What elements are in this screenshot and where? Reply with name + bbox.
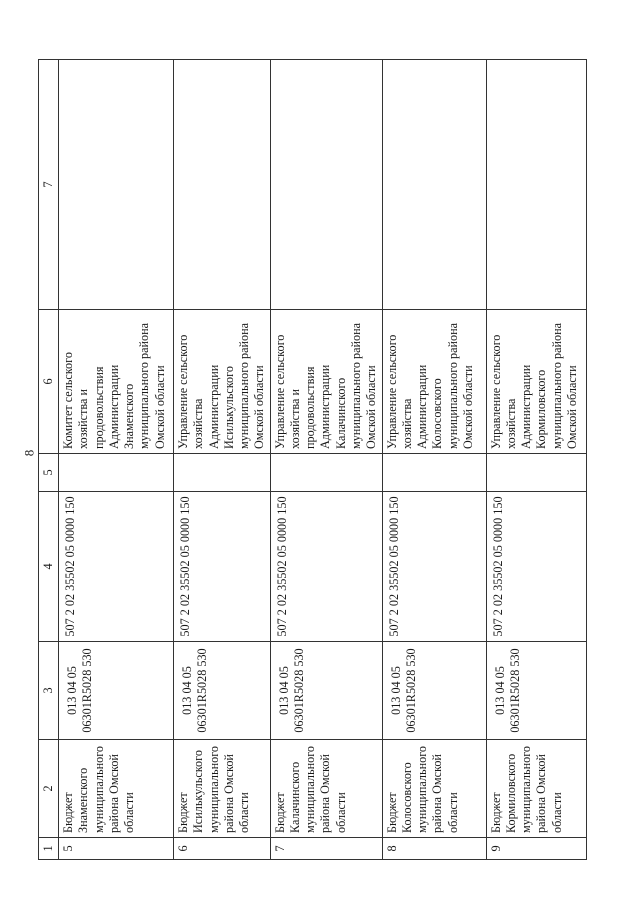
row-number: 7: [270, 838, 382, 860]
organization-name: Управление сельского хозяйства и продовольствия Администрации Калачинского муниципального района Омской области: [270, 310, 382, 454]
row-number: 6: [174, 838, 271, 860]
revenue-code: 507 2 02 35502 05 0000 150: [174, 492, 271, 642]
budget-name: Бюджет Кормиловского муниципального района Омской области: [486, 740, 586, 838]
table-row: [382, 60, 486, 860]
col-5-cell: [270, 454, 382, 492]
budget-code: 013 04 05 06301R5028 530: [174, 642, 271, 740]
col-7-cell: [486, 60, 586, 310]
col-5-cell: [174, 454, 271, 492]
organization-name: Комитет сельского хозяйства и продовольствия Администрации Знаменского муниципального района Омской области: [59, 310, 174, 454]
row-number: 8: [382, 838, 486, 860]
budget-distribution-table: [38, 59, 587, 860]
table-row: [59, 60, 174, 860]
page-number: 8: [21, 449, 37, 457]
header-col-2: 2: [39, 740, 59, 838]
revenue-code: 507 2 02 35502 05 0000 150: [270, 492, 382, 642]
organization-name: Управление сельского хозяйства Администрации Исилькульского муниципального района Омской области: [174, 310, 271, 454]
table-row: [486, 60, 586, 860]
budget-code: 013 04 05 06301R5028 530: [59, 642, 174, 740]
budget-code: 013 04 05 06301R5028 530: [486, 642, 586, 740]
col-7-cell: [270, 60, 382, 310]
header-col-5: 5: [39, 454, 59, 492]
budget-code: 013 04 05 06301R5028 530: [382, 642, 486, 740]
budget-name: Бюджет Знаменского муниципального района Омской области: [59, 740, 174, 838]
table-row: [270, 60, 382, 860]
budget-name: Бюджет Калачинского муниципального района Омской области: [270, 740, 382, 838]
header-col-7: 7: [39, 60, 59, 310]
col-7-cell: [174, 60, 271, 310]
header-col-1: 1: [39, 838, 59, 860]
revenue-code: 507 2 02 35502 05 0000 150: [382, 492, 486, 642]
organization-name: Управление сельского хозяйства Администрации Колосовского муниципального района Омской области: [382, 310, 486, 454]
budget-name: Бюджет Исилькульского муниципального района Омской области: [174, 740, 271, 838]
header-col-4: 4: [39, 492, 59, 642]
col-5-cell: [486, 454, 586, 492]
row-number: 5: [59, 838, 174, 860]
col-5-cell: [59, 454, 174, 492]
budget-name: Бюджет Колосовского муниципального района Омской области: [382, 740, 486, 838]
revenue-code: 507 2 02 35502 05 0000 150: [486, 492, 586, 642]
header-row: [39, 60, 59, 860]
rotated-table-wrapper: [38, 60, 579, 860]
revenue-code: 507 2 02 35502 05 0000 150: [59, 492, 174, 642]
budget-code: 013 04 05 06301R5028 530: [270, 642, 382, 740]
header-col-6: 6: [39, 310, 59, 454]
col-5-cell: [382, 454, 486, 492]
row-number: 9: [486, 838, 586, 860]
col-7-cell: [59, 60, 174, 310]
header-col-3: 3: [39, 642, 59, 740]
table-row: [174, 60, 271, 860]
organization-name: Управление сельского хозяйства Администрации Кормиловского муниципального района Омской области: [486, 310, 586, 454]
col-7-cell: [382, 60, 486, 310]
